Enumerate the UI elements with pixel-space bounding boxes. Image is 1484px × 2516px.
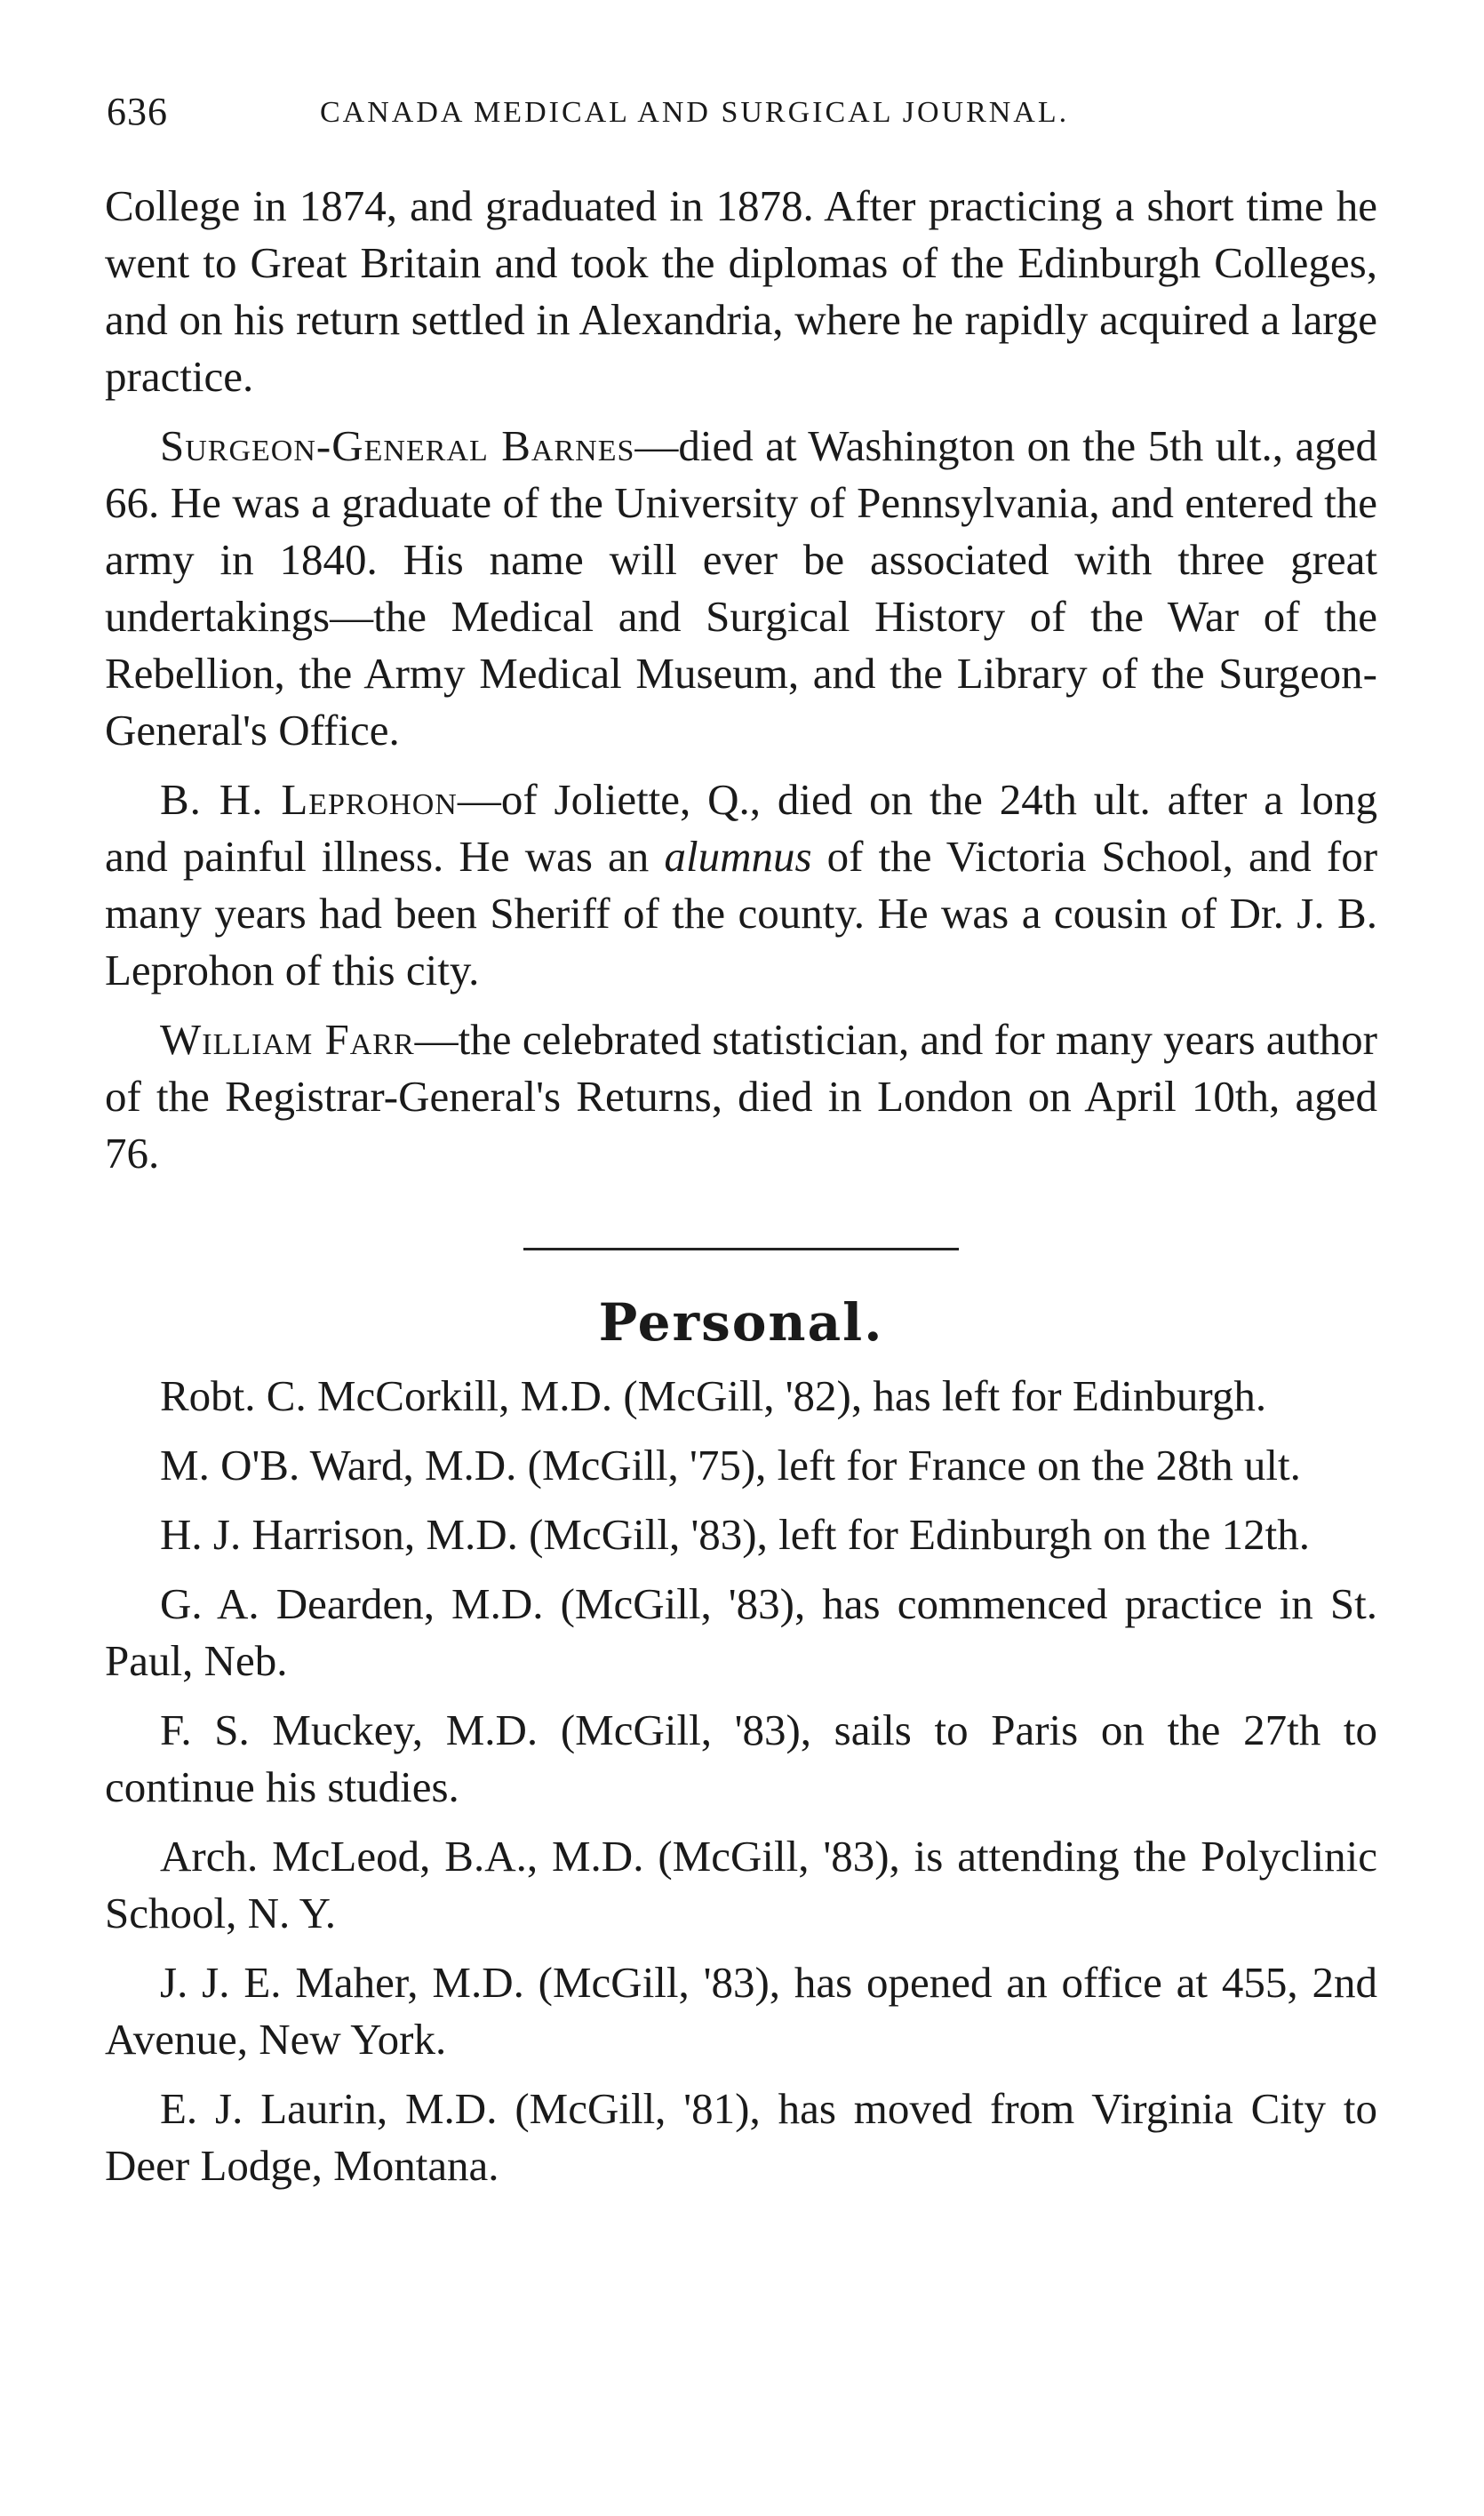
personal-item: J. J. E. Maher, M.D. (McGill, '83), has opened an office at 455, 2nd Avenue, New York. <box>105 1958 1377 2064</box>
continued-paragraph: College in 1874, and graduated in 1878. After practicing a short time he went to Great Britain and took the diplomas of the Edinburgh Colleges, and on his return settled in Alexandria, where he rapidly acquired a large practice. <box>105 181 1377 401</box>
running-head <box>107 89 1368 142</box>
page-body <box>105 178 1377 2207</box>
obituary-text: —of Joliette, Q., died on the 24th ult. after a long and painful illness. He was an <box>105 775 1377 881</box>
section-heading-personal: Personal. <box>598 1292 884 1353</box>
obituary-text: of the Victoria School, and for many years had been Sheriff of the county. He was a cousin of Dr. J. B. Leprohon of this city. <box>105 832 1378 994</box>
personal-item: Arch. McLeod, B.A., M.D. (McGill, '83), is attending the Polyclinic School, N. Y. <box>105 1832 1377 1937</box>
personal-item: G. A. Dearden, M.D. (McGill, '83), has commenced practice in St. Paul, Neb. <box>105 1579 1377 1685</box>
obituary-name: William Farr <box>160 1015 415 1064</box>
obituary-name: B. H. Leprohon <box>160 775 458 824</box>
italic-word: alumnus <box>664 832 812 881</box>
personal-item: E. J. Laurin, M.D. (McGill, '81), has moved from Virginia City to Deer Lodge, Montana. <box>105 2084 1377 2190</box>
personal-item: F. S. Muckey, M.D. (McGill, '83), sails to Paris on the 27th to continue his studies. <box>105 1705 1377 1811</box>
personal-item: H. J. Harrison, M.D. (McGill, '83), left for Edinburgh on the 12th. <box>160 1510 1311 1559</box>
section-divider <box>523 1248 959 1250</box>
obituary-barnes <box>105 418 1377 759</box>
obituary-name: Surgeon-General Barnes <box>160 421 635 470</box>
obituary-farr <box>105 1011 1377 1182</box>
journal-title: CANADA MEDICAL AND SURGICAL JOURNAL. <box>320 96 1070 129</box>
personal-item: Robt. C. McCorkill, M.D. (McGill, '82), has left for Edinburgh. <box>160 1371 1267 1420</box>
obituary-text: —died at Washington on the 5th ult., aged 66. He was a graduate of the University of Pennsylvania, and entered the army in 1840. His name will ever be associated with three great undertakings—the Medical and Surgical History of the War of the Rebellion, the Army Medical Museum, and the Library of the Surgeon-General's Office. <box>105 421 1377 755</box>
obituary-leprohon <box>105 771 1377 999</box>
obituary-text: —the celebrated statistician, and for many years author of the Registrar-General's Returns, died in London on April 10th, aged 76. <box>105 1015 1377 1178</box>
page-number: 636 <box>107 90 168 133</box>
personal-item: M. O'B. Ward, M.D. (McGill, '75), left for France on the 28th ult. <box>160 1441 1301 1490</box>
